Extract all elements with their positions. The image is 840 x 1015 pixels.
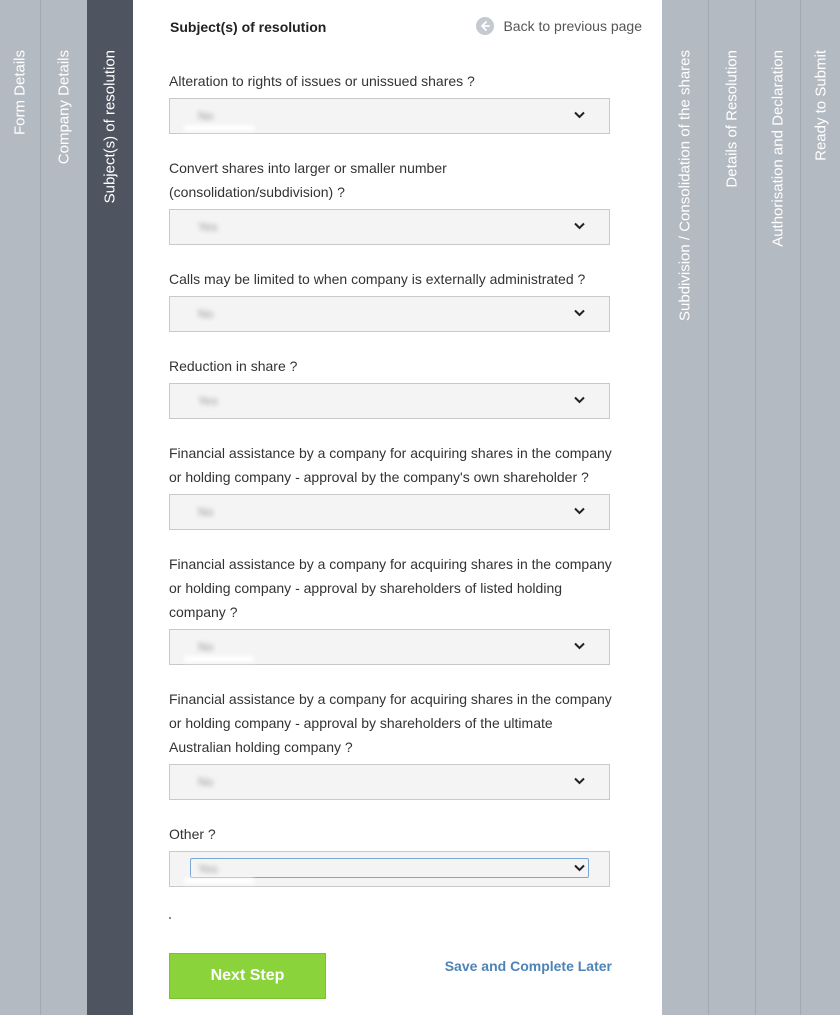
question-line: Calls may be limited to when company is externally administrated ? (169, 271, 586, 287)
select-value: Yes (198, 220, 218, 234)
question-line: Convert shares into larger or smaller number (169, 160, 447, 176)
question-label-financial-assistance-listed (169, 552, 613, 624)
chevron-down-icon (574, 222, 585, 230)
reduction-in-share-select[interactable] (169, 383, 610, 419)
next-step-button[interactable]: Next Step (169, 953, 326, 999)
question-line: Australian holding company ? (169, 739, 353, 755)
financial-assistance-ultimate-select[interactable] (169, 764, 610, 800)
question-label-convert-shares (169, 156, 613, 204)
select-value: No (198, 109, 214, 123)
question-line: Alteration to rights of issues or unissued shares ? (169, 73, 475, 89)
select-value: Yes (198, 394, 218, 408)
chevron-down-icon (574, 396, 585, 404)
financial-assistance-listed-select[interactable] (169, 629, 610, 665)
chevron-down-icon (574, 309, 585, 317)
step-tab-subjects-of-resolution[interactable] (87, 0, 133, 1015)
select-value: No (198, 307, 214, 321)
save-and-complete-later-link[interactable]: Save and Complete Later (444, 958, 612, 974)
question-line: Reduction in share ? (169, 358, 298, 374)
question-line: Other ? (169, 826, 216, 842)
stray-dot (169, 917, 171, 919)
question-line: company ? (169, 604, 238, 620)
back-to-previous-page-link[interactable] (476, 17, 642, 35)
question-line: or holding company - approval by shareholders of listed holding (169, 580, 563, 596)
step-tab-subdivision-consolidation[interactable] (662, 0, 709, 1015)
question-line: Financial assistance by a company for acquiring shares in the company (169, 445, 612, 461)
question-line: or holding company - approval by the company's own shareholder ? (169, 469, 589, 485)
step-tab-label: Company Details (55, 50, 73, 165)
chevron-down-icon (574, 111, 585, 119)
step-tab-label: Subject(s) of resolution (101, 50, 119, 204)
alteration-rights-select[interactable] (169, 98, 610, 134)
step-tab-form-details[interactable] (0, 0, 41, 1015)
question-label-reduction-in-share (169, 354, 613, 378)
question-line: or holding company - approval by shareholders of the ultimate (169, 715, 553, 731)
step-tab-label: Authorisation and Declaration (769, 50, 787, 247)
step-tab-label: Details of Resolution (723, 50, 741, 188)
calls-limited-select[interactable] (169, 296, 610, 332)
question-label-financial-assistance-ultimate (169, 687, 613, 759)
step-tab-label: Subdivision / Consolidation of the shares (676, 50, 694, 321)
select-value: No (198, 505, 214, 519)
blur-smudge (184, 125, 254, 131)
chevron-down-icon (574, 777, 585, 785)
blur-smudge (184, 656, 254, 662)
question-label-other (169, 822, 613, 846)
blur-smudge (184, 878, 254, 884)
select-value: No (198, 775, 214, 789)
question-line: Financial assistance by a company for acquiring shares in the company (169, 556, 612, 572)
page-title: Subject(s) of resolution (170, 19, 327, 35)
focus-ring (190, 858, 589, 878)
chevron-down-icon (574, 864, 585, 872)
step-tab-company-details[interactable] (41, 0, 88, 1015)
chevron-down-icon (574, 507, 585, 515)
financial-assistance-own-select[interactable] (169, 494, 610, 530)
chevron-down-icon (574, 642, 585, 650)
step-tab-ready-to-submit[interactable] (801, 0, 840, 1015)
question-line: Financial assistance by a company for acquiring shares in the company (169, 691, 612, 707)
step-tab-details-of-resolution[interactable] (709, 0, 756, 1015)
question-label-financial-assistance-own (169, 441, 613, 489)
step-tab-label: Form Details (11, 50, 29, 136)
question-label-calls-limited (169, 267, 613, 291)
question-line: (consolidation/subdivision) ? (169, 184, 345, 200)
form-panel (133, 0, 662, 1015)
step-tab-authorisation-declaration[interactable] (756, 0, 801, 1015)
select-value: No (198, 640, 214, 654)
convert-shares-select[interactable] (169, 209, 610, 245)
select-value: Yes (198, 862, 218, 876)
back-link-label: Back to previous page (503, 18, 642, 34)
other-select[interactable] (169, 851, 610, 887)
step-tab-label: Ready to Submit (812, 50, 829, 161)
arrow-left-circle-icon (476, 17, 494, 35)
question-label-alteration-rights (169, 69, 613, 93)
